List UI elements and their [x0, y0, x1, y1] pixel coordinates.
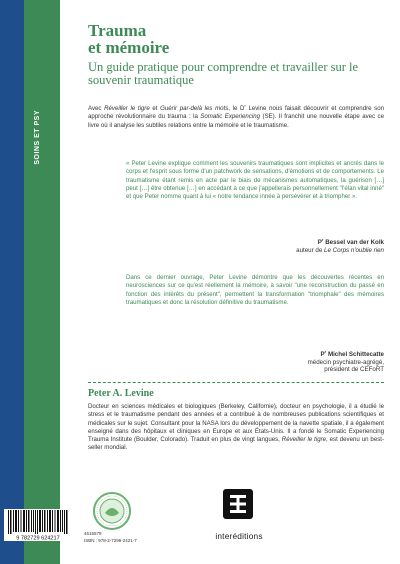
svg-text:9 782729 624217: 9 782729 624217 — [16, 535, 60, 541]
author-name: Peter A. Levine — [88, 388, 154, 399]
internal-code: 4516579 — [84, 531, 102, 536]
barcode-icon — [4, 509, 72, 541]
book-title: Trauma et mémoire — [88, 21, 170, 57]
isbn: ISBN : 978-2-7296-2421-7 — [84, 538, 137, 543]
quote-van-der-kolk: « Peter Levine explique comment les souvenirs traumatiques sont implicites et ancrés dans le corps et l'esprit sous forme d'un patchwork de sensations, d'émotions et de comportements. Le traumatisme étant remis en acte par le biais de mécanismes automatiques, la guérison […] peut […] être obtenue […] en accédant à ce que j'appellerais personnellement "l'élan vital inné" et que Peter nomme quant à lui « notre tendance innée à persévérer et à triompher ». — [126, 160, 384, 201]
collection-label: SOINS ET PSY — [34, 110, 41, 165]
spine-green-band — [24, 0, 60, 564]
publisher-name: interéditions — [215, 531, 263, 541]
section-divider — [88, 382, 384, 383]
quote1-signature: $P^r$ Bessel van der Kolk auteur de Le Corps n'oublie rien — [296, 237, 384, 254]
quote2-signature: $P^r$ Michel Schittecatte médecin psychiatre-agrégé, président de CEFoRT — [307, 349, 384, 374]
quote-schittecatte: Dans ce dernier ouvrage, Peter Levine démontre que les découvertes récentes en neurosciences sur ce qu'est réellement la mémoire, à savoir "une reconstruction du passé en fonction des intérêts du présent", permettent la transformation "triomphale" des mémoires traumatiques et donc la résolution définitive du traumatisme. — [126, 274, 384, 306]
publisher-logo-icon — [221, 487, 255, 521]
header — [88, 22, 384, 87]
label-seal-icon — [92, 491, 132, 531]
book-subtitle: Un guide pratique pour comprendre et travailler sur le souvenir traumatique — [88, 60, 359, 87]
spine-blue-band — [0, 0, 24, 564]
author-bio: Docteur en sciences médicales et biologiques (Berkeley, Californie), docteur en psychologie, il a étudié le stress et le traumatisme pendant des années et a contribué à de nombreuses publications scientifiques et médicales sur le sujet. Consultant pour la NASA lors du développement de la navette spatiale, il a également enseigné dans des hôpitaux et cliniques en Europe et aux États-Unis. Il a fondé le Somatic Experiencing Trauma Institute (Boulder, Colorado). Traduit en plus de vingt langues, Réveiller le tigre, est devenu un best-seller mondial. — [88, 403, 384, 452]
intro-paragraph: Avec Réveiller le tigre et Guérir par-delà les mots, le $D^r$ Levine nous faisait découvrir et comprendre son approche révolutionnaire du trauma : la Somatic Experiencing (SE). Il franchit une nouvelle étape avec ce livre où il analyse les subtiles relations entre la mémoire et le traumatisme. — [88, 103, 384, 129]
